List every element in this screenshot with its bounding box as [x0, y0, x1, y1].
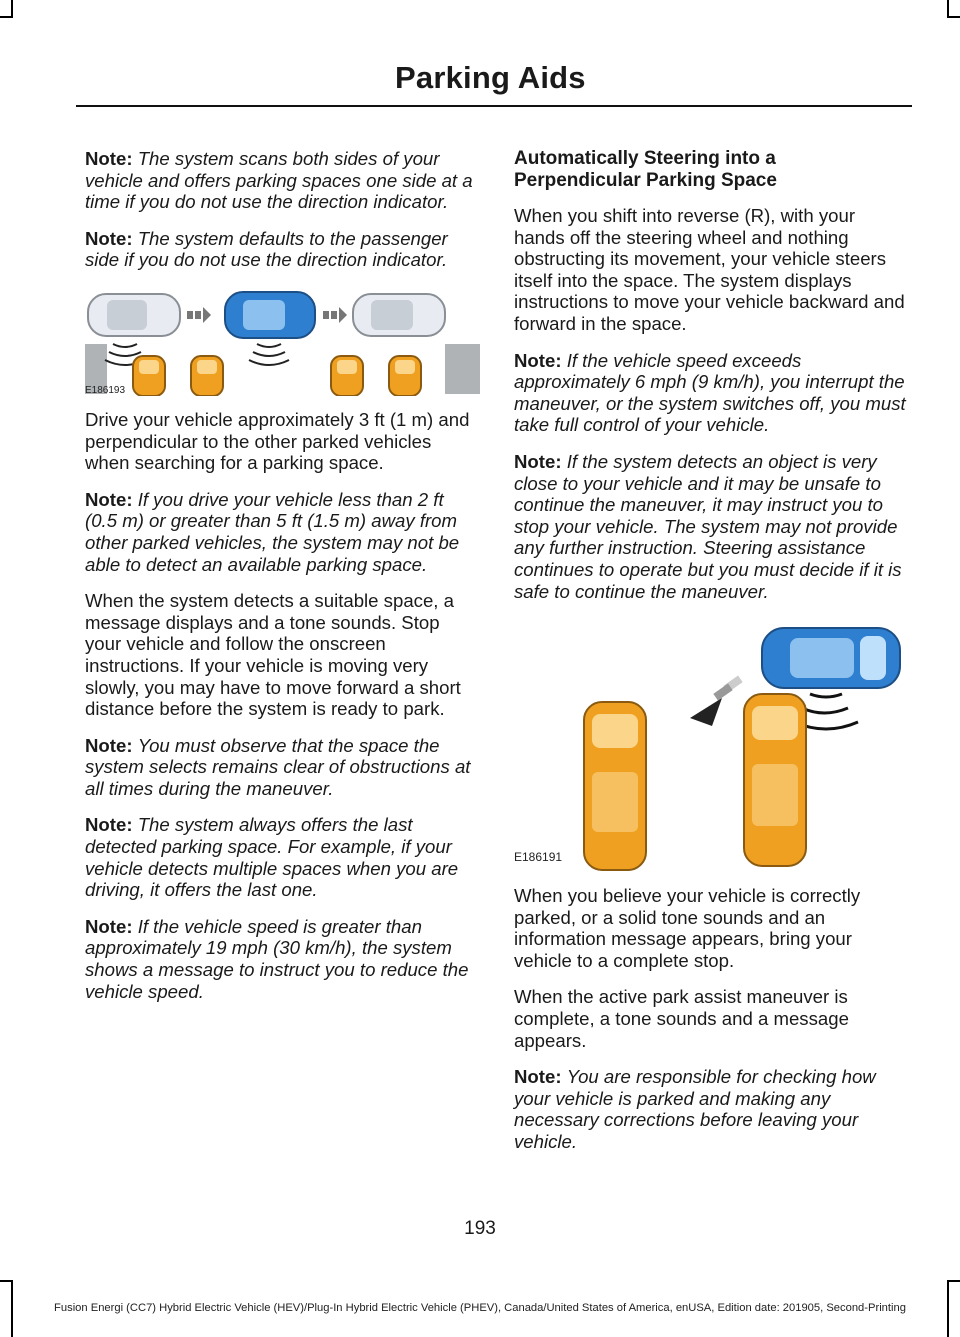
- note: [85, 916, 477, 1002]
- note-text: If the system detects an object is very close to your vehicle and it may be unsafe to continue the maneuver, it may instruct you to stop your vehicle. The system may not provide any further instruction. Steering assistance continues to operate but you must decide if it is safe to continue the maneuver.: [514, 450, 902, 602]
- note-label: Note:: [85, 814, 133, 836]
- note: [514, 451, 906, 602]
- note-text: The system scans both sides of your vehicle and offers parking spaces one side at a time if you do not use the direction indicator.: [85, 148, 473, 213]
- footer-edition-line: Fusion Energi (CC7) Hybrid Electric Vehicle (HEV)/Plug-In Hybrid Electric Vehicle (PHEV), Canada/United States of America, enUSA, Edition date: 201905, Second-Printing: [54, 1302, 906, 1314]
- note-label: Note:: [514, 450, 562, 472]
- section-heading: Automatically Steering into a Perpendicular Parking Space: [514, 148, 777, 191]
- note-text: You must observe that the space the system selects remains clear of obstructions at all times during the maneuver.: [85, 734, 471, 799]
- parked-car-icon: [331, 356, 363, 396]
- parked-car-icon: [133, 356, 165, 396]
- note-label: Note:: [85, 488, 133, 510]
- note: [85, 228, 477, 271]
- figure-code: E186193: [85, 384, 126, 396]
- parking-scan-illustration: [85, 286, 480, 396]
- note-text: The system always offers the last detected parking space. For example, if your vehicle detects multiple spaces when you are driving, it offers the last one.: [85, 814, 459, 901]
- note-text: If the vehicle speed is greater than approximately 19 mph (30 km/h), the system shows a message to instruct you to reduce the vehicle speed.: [85, 915, 469, 1002]
- body-paragraph: When you shift into reverse (R), with your hands off the steering wheel and nothing obstructing its movement, your vehicle steers itself into the space. The system displays instructions to move your vehicle backward and forward in the space.: [514, 205, 905, 334]
- crop-mark: [0, 1280, 13, 1282]
- right-column: [514, 148, 906, 1168]
- car-icon: [225, 292, 315, 338]
- page-title: Parking Aids: [395, 60, 586, 95]
- body-paragraph: When the active park assist maneuver is complete, a tone sounds and a message appears.: [514, 986, 849, 1051]
- crop-mark: [947, 1280, 960, 1282]
- crop-mark: [947, 16, 960, 18]
- note: [85, 489, 477, 575]
- note-label: Note:: [85, 227, 133, 249]
- curb-right: [445, 344, 480, 394]
- parked-car-icon: [389, 356, 421, 396]
- note: [85, 148, 477, 213]
- car-icon: [762, 628, 900, 688]
- body-paragraph: When the system detects a suitable space, a message displays and a tone sounds. Stop your vehicle and follow the onscreen instructions. If your vehicle is moving very slowly, you may have to move forward a short distance before the system is ready to park.: [85, 590, 461, 720]
- note-text: If you drive your vehicle less than 2 ft (0.5 m) or greater than 5 ft (1.5 m) away from other parked vehicles, the system may not be able to detect an available parking space.: [85, 488, 460, 575]
- figure-code: E186191: [514, 850, 563, 865]
- figure-perpendicular-park: [514, 622, 906, 872]
- header-rule: [76, 105, 912, 107]
- car-icon: [353, 294, 445, 336]
- figure-parking-scan: [85, 286, 480, 396]
- left-column: [85, 148, 477, 1017]
- note: [85, 735, 477, 800]
- parked-car-icon: [744, 694, 806, 866]
- crop-mark: [0, 16, 13, 18]
- body-paragraph: When you believe your vehicle is correctly parked, or a solid tone sounds and an information message appears, bring your vehicle to a complete stop.: [514, 885, 861, 971]
- page-number: 193: [464, 1218, 496, 1239]
- note: [514, 1066, 906, 1152]
- note-text: The system defaults to the passenger side if you do not use the direction indicator.: [85, 227, 448, 271]
- note-label: Note:: [514, 1066, 562, 1088]
- arrow-right-icon: [187, 307, 211, 323]
- parked-car-icon: [584, 702, 646, 870]
- note-text: If the vehicle speed exceeds approximately 6 mph (9 km/h), you interrupt the maneuver, or the system switches off, you must take full control of your vehicle.: [514, 349, 906, 436]
- arrow-right-icon: [323, 307, 347, 323]
- car-icon: [88, 294, 180, 336]
- note-text: You are responsible for checking how your vehicle is parked and making any necessary corrections before leaving your vehicle.: [514, 1066, 876, 1153]
- perpendicular-park-illustration: [514, 622, 906, 872]
- note: [85, 814, 477, 900]
- note-label: Note:: [85, 734, 133, 756]
- sensor-wave-icon: [249, 344, 289, 365]
- note-label: Note:: [514, 349, 562, 371]
- note-label: Note:: [85, 915, 133, 937]
- note-label: Note:: [85, 148, 133, 169]
- arrow-back-diagonal-icon: [690, 676, 743, 726]
- note: [514, 350, 906, 436]
- parked-car-icon: [191, 356, 223, 396]
- body-paragraph: Drive your vehicle approximately 3 ft (1 m) and perpendicular to the other parked vehicles when searching for a parking space.: [85, 408, 470, 474]
